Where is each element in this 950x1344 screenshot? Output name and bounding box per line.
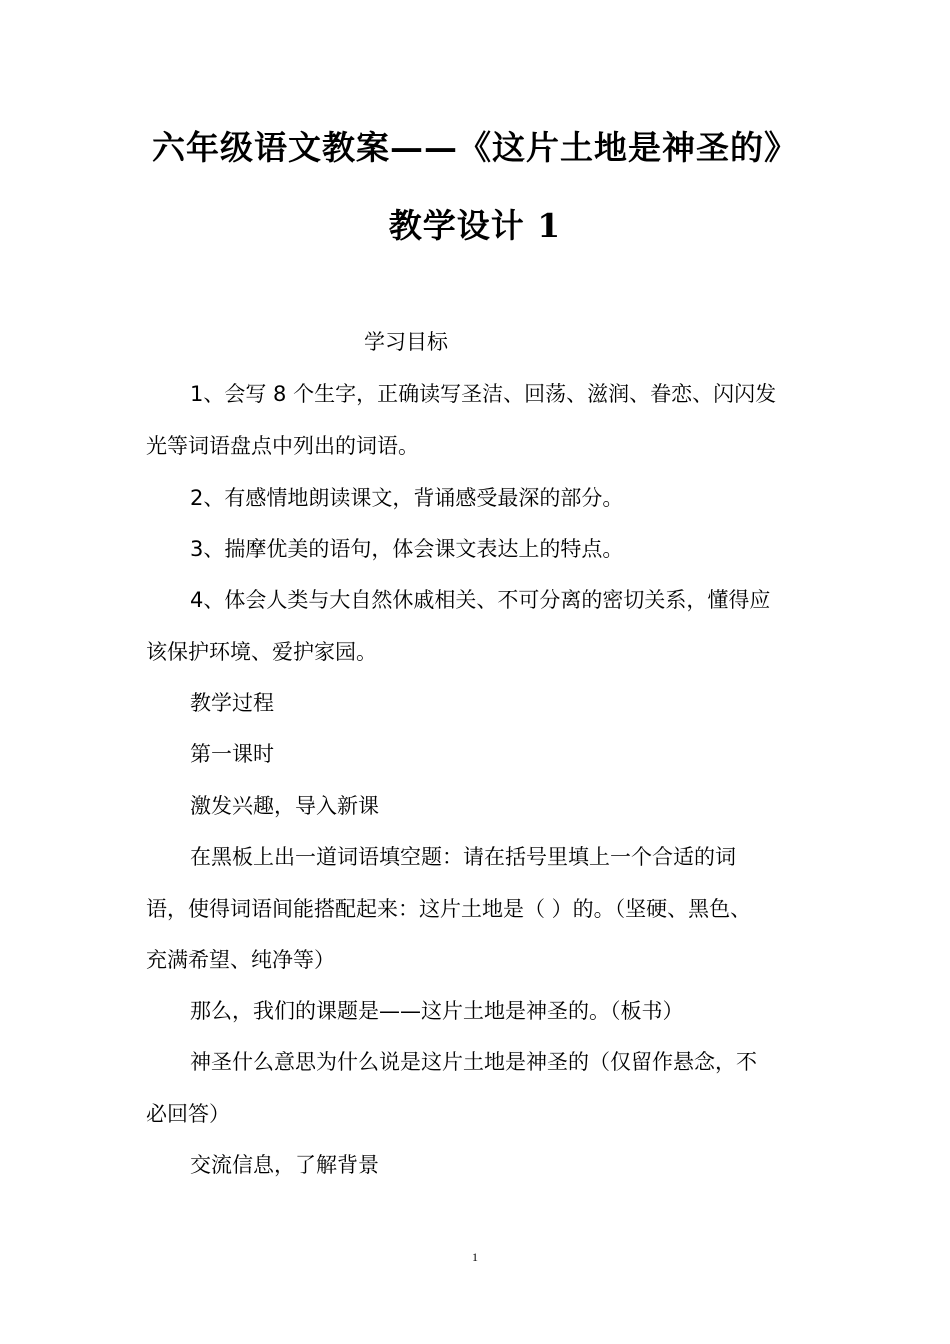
section-heading: 学习目标: [364, 330, 448, 354]
paragraph-line: 1、会写 8 个生字，正确读写圣洁、回荡、滋润、眷恋、闪闪发: [190, 382, 777, 406]
paragraph-line: 3、揣摩优美的语句，体会课文表达上的特点。: [190, 537, 624, 561]
document-title-line-1: 六年级语文教案——《这片土地是神圣的》: [152, 128, 798, 167]
paragraph-line: 第一课时: [190, 742, 274, 766]
page-number: 1: [472, 1250, 478, 1264]
paragraph-line: 语，使得词语间能搭配起来：这片土地是（ ）的。（坚硬、黑色、: [146, 897, 752, 921]
paragraph-line: 4、体会人类与大自然休戚相关、不可分离的密切关系，懂得应: [190, 588, 771, 612]
document-title-line-2: 教学设计 1: [388, 206, 562, 245]
paragraph-line: 该保护环境、爱护家园。: [146, 640, 377, 664]
paragraph-line: 必回答）: [146, 1102, 230, 1126]
paragraph-line: 神圣什么意思为什么说是这片土地是神圣的（仅留作悬念，不: [190, 1050, 757, 1074]
paragraph-line: 充满希望、纯净等）: [146, 948, 335, 972]
paragraph-line: 那么，我们的课题是——这片土地是神圣的。（板书）: [190, 999, 684, 1023]
paragraph-line: 光等词语盘点中列出的词语。: [146, 434, 419, 458]
paragraph-line: 教学过程: [190, 691, 274, 715]
paragraph-line: 在黑板上出一道词语填空题：请在括号里填上一个合适的词: [190, 845, 736, 869]
paragraph-line: 激发兴趣，导入新课: [190, 794, 379, 818]
paragraph-line: 2、有感情地朗读课文，背诵感受最深的部分。: [190, 486, 624, 510]
paragraph-line: 交流信息，了解背景: [190, 1153, 379, 1177]
